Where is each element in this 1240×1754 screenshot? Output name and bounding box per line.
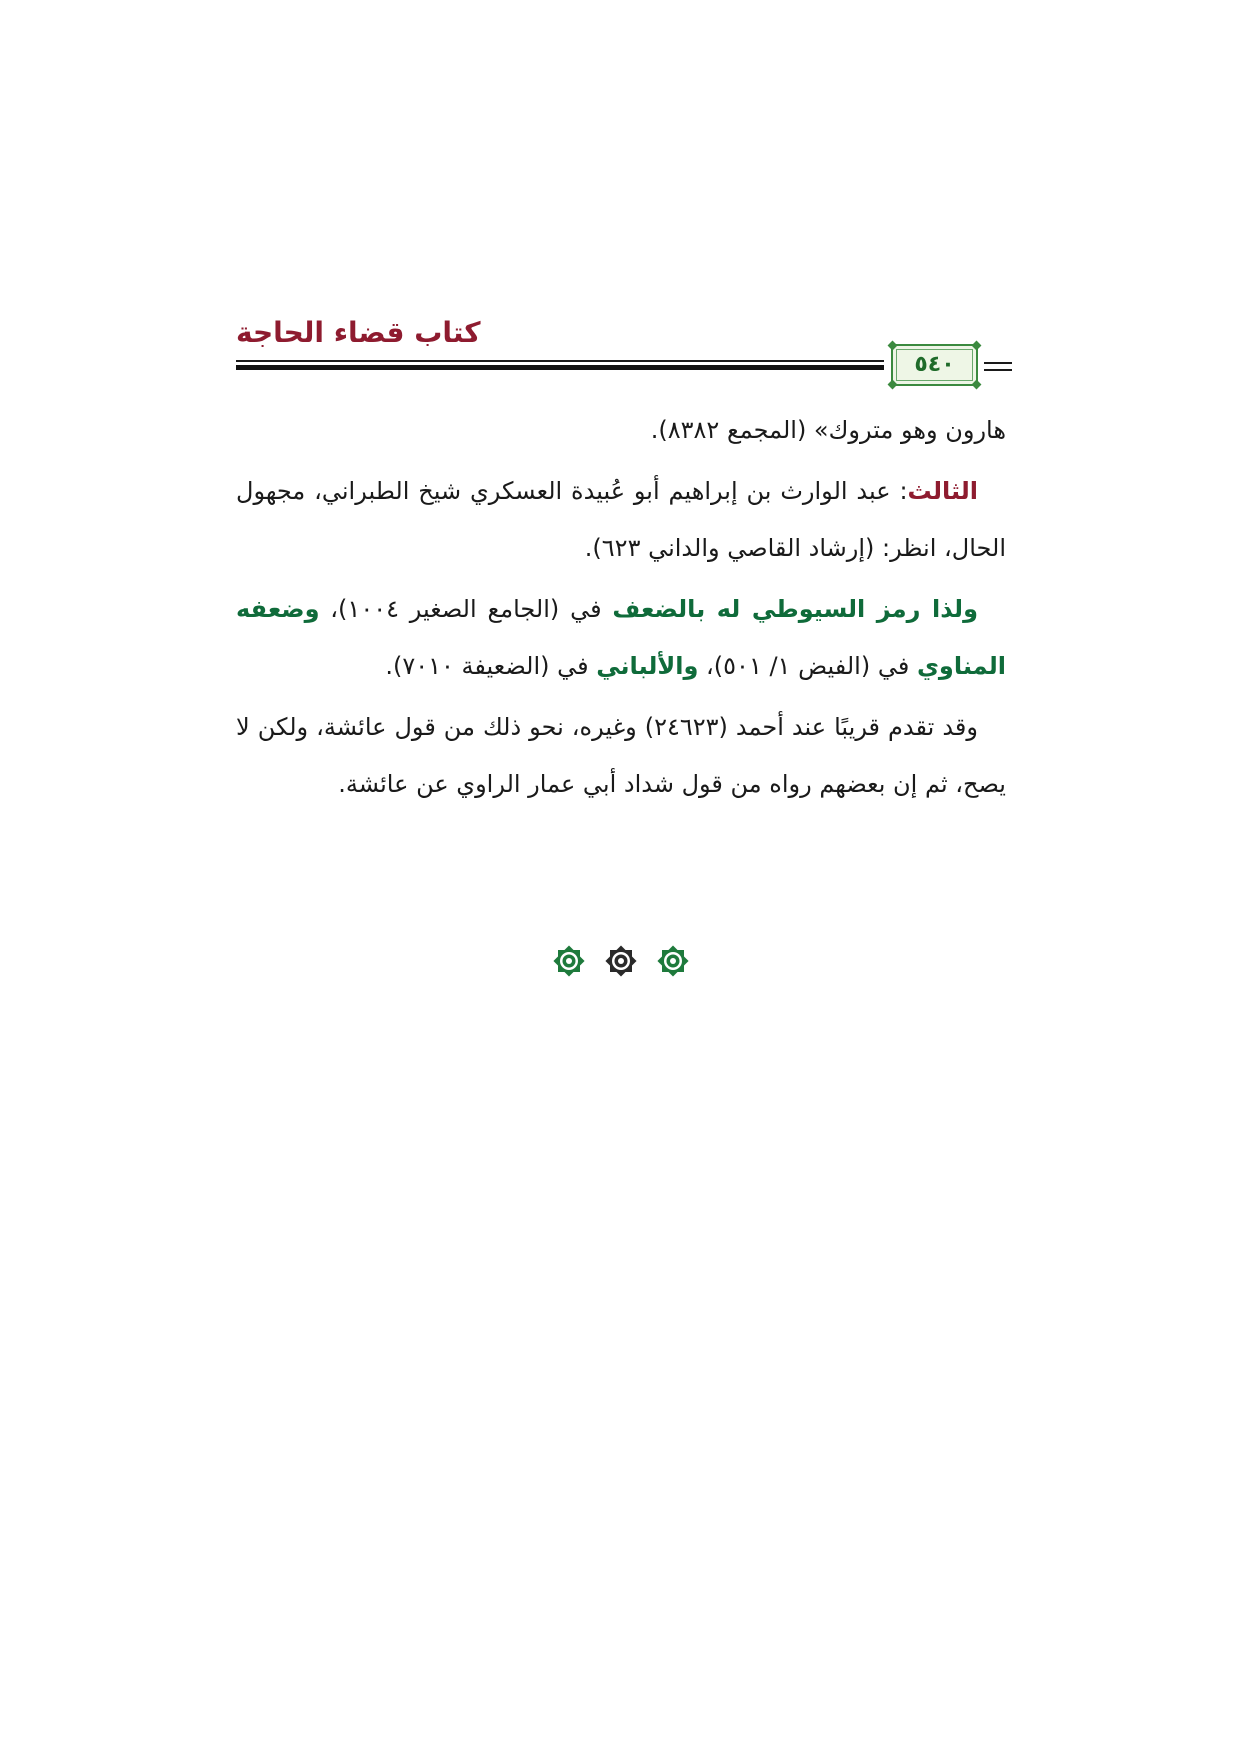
section-label: الثالث (907, 477, 978, 505)
running-title: كتاب قضاء الحاجة (236, 316, 481, 349)
paragraph (236, 463, 1006, 577)
header-rule-thick (236, 365, 884, 370)
paragraph (236, 581, 1006, 695)
paragraph-text: في (الفيض ١/ ٥٠١)، (698, 652, 917, 680)
flower-icon (655, 943, 691, 979)
paragraph-text: : عبد الوارث بن إبراهيم أبو عُبيدة العسكري شيخ الطبراني، مجهول الحال، انظر: (إرشاد القاصي والداني ٦٢٣). (236, 477, 1006, 562)
header-rule-thin (236, 360, 884, 362)
header-rule-short (984, 369, 1012, 371)
paragraph (236, 699, 1006, 813)
paragraph-text: في (الضعيفة ٧٠١٠). (385, 652, 597, 680)
paragraph-text: وقد تقدم قريبًا عند أحمد (٢٤٦٢٣) وغيره، نحو ذلك من قول عائشة، ولكن لا يصح، ثم إن بعضهم رواه من قول شداد أبي عمار الراوي عن عائشة. (236, 713, 1006, 798)
page-number: ٥٤٠ (914, 352, 955, 377)
flower-icon (551, 943, 587, 979)
paragraph (236, 402, 1006, 459)
paragraph-text: في (الجامع الصغير ١٠٠٤)، (319, 595, 613, 623)
highlighted-phrase: ولذا رمز السيوطي له بالضعف (612, 595, 978, 623)
flower-icon (603, 943, 639, 979)
page-body (236, 402, 1006, 817)
section-end-ornament (551, 943, 691, 979)
highlighted-phrase: وضعفه المناوي (236, 595, 1006, 680)
highlighted-phrase: والألباني (596, 652, 699, 680)
page-number-frame (891, 344, 978, 386)
header-rule-short (984, 362, 1012, 364)
paragraph-text: هارون وهو متروك» (المجمع ٨٣٨٢). (650, 416, 1006, 444)
